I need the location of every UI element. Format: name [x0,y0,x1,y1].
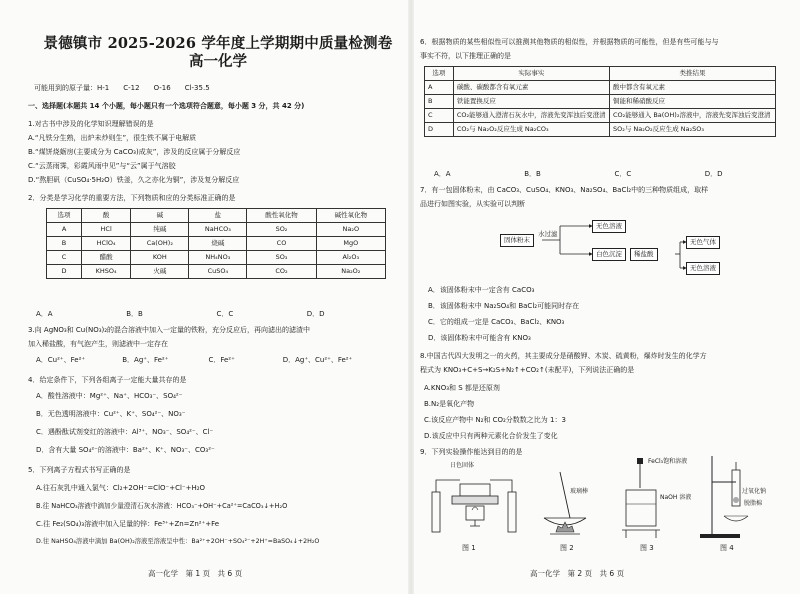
q2-stem: 2．分类是学习化学的重要方法，下列物质和应的分类标准正确的是 [28,194,236,202]
q6-header-cell: 选项 [425,67,454,81]
q1-option-b: B.“煤饼烧蛎房(主要成分为 CaCO₃)成灰”，涉及的反应属于分解反应 [28,148,241,156]
q2-header-cell: 酸 [82,209,131,223]
q5-option-a: A.往石灰乳中通入氯气：Cl₂+2OH⁻=ClO⁻+Cl⁻+H₂O [36,484,206,492]
table-cell: SO₃ [247,251,316,265]
table-cell: SO₂与 Na₂O₂反应生成 Na₂SO₃ [610,123,776,137]
table-cell: MgO [316,237,385,251]
table-row [425,95,776,109]
table-cell: A [425,81,454,95]
table-cell: 铁能置换反应 [453,95,609,109]
q4-stem: 4．给定条件下，下列各组离子一定能大量共存的是 [28,376,187,384]
flow-water-label: 水过滤 [538,230,558,238]
q6-options [434,170,722,179]
table-row [47,237,386,251]
q7-option-a: A．该固体粉末中一定含有 CaCO₃ [428,286,535,294]
table-row [47,251,386,265]
figure-2-caption: 图 2 [560,544,574,552]
figure-1-caption: 图 1 [462,544,476,552]
table-row [47,223,386,237]
q6-option: C．C [614,170,632,178]
q3-option: B．Ag⁺、Fe²⁺ [122,356,169,364]
q3-option: A．Cu²⁺、Fe²⁺ [36,356,86,364]
table-cell: C [425,109,454,123]
table-cell: CO₂能够通入澄清石灰水中，溶液先变浑浊后变澄清 [453,109,609,123]
figure-3-caption: 图 3 [640,544,654,552]
table-cell: 烧碱 [189,237,247,251]
q2-header-cell: 碱 [131,209,189,223]
table-row [425,123,776,137]
table-cell: A [47,223,82,237]
q2-table [46,208,386,279]
q2-header-cell: 碱性氧化物 [316,209,385,223]
flow-acid: 稀盐酸 [630,248,658,261]
table-cell: CO [247,237,316,251]
table-cell: D [425,123,454,137]
q2-header-cell: 酸性氧化物 [247,209,316,223]
q3-option: D．Ag⁺、Cu²⁺、Fe²⁺ [282,356,353,364]
q8-stem-2: 程式为 KNO₃+C+S→K₂S+N₂↑+CO₂↑(未配平)，下列说法正确的是 [420,366,635,374]
q6-table [424,66,776,137]
table-cell: B [47,237,82,251]
table-cell: CO₂与 Na₂O₂反应生成 Na₂CO₃ [453,123,609,137]
q3-options [36,356,352,365]
q7-option-d: D．该固体粉末中可能含有 KNO₃ [428,334,531,342]
q1-stem: 1.对古书中涉及的化学知识理解错误的是 [28,120,154,128]
table-cell: 纯碱 [131,223,189,237]
exam-title: 景德镇市 2025-2026 学年度上学期期中质量检测卷 [43,35,393,52]
q8-option-a: A.KNO₃和 S 都是还原剂 [424,384,500,392]
table-cell: Ca(OH)₂ [131,237,189,251]
q7-stem-2: 品进行如图实验，从实验可以判断 [420,200,525,208]
table-cell: Na₂O₂ [316,265,385,279]
q8-option-b: B.N₂是氧化产物 [424,400,475,408]
table-cell: HClO₄ [82,237,131,251]
table-row [425,109,776,123]
q8-option-d: D.该反应中只有两种元素化合价发生了变化 [424,432,558,440]
table-cell: NaHCO₃ [189,223,247,237]
figure-4-apparatus [698,452,778,542]
table-cell: 碳酸、碳酸都含有氧元素 [453,81,609,95]
figure-2-apparatus [530,462,600,542]
figure-4-label: 过氧化钠 [742,488,767,495]
q2-option: B．B [126,310,143,318]
q6-header-cell: 类推结果 [610,67,776,81]
flow-colorless-gas: 无色气体 [686,236,720,249]
q2-options [36,310,324,319]
q5-option-b: B.往 NaHCO₃溶液中滴加少量澄清石灰水溶液：HCO₃⁻+OH⁻+Ca²⁺=CaCO₃↓+H₂O [36,502,288,510]
figure-4-caption: 图 4 [720,544,734,552]
q4-option-b: B．无色透明溶液中：Cu²⁺、K⁺、SO₄²⁻、NO₃⁻ [36,410,186,418]
q8-stem: 8.中国古代四大发明之一的火药，其主要成分是硝酸钾、木炭、硫黄粉，爆炸时发生的化学方 [420,352,707,360]
q6-option: B．B [524,170,541,178]
q1-option-d: D.“熬胆矾（CuSO₄·5H₂O）铁釜，久之亦化为铜”，涉及复分解反应 [28,176,240,184]
figure-4-label-2: 脱脂棉 [744,500,763,507]
table-cell: B [425,95,454,109]
table-cell: NH₄NO₃ [189,251,247,265]
q3-option: C．Fe²⁺ [208,356,235,364]
section1-heading: 一、选择题(本题共 14 个小题，每小题只有一个选项符合题意，每小题 3 分，共 42 分) [28,102,305,110]
q7-stem: 7．有一包固体粉末，由 CaCO₃、CuSO₄、KNO₃、Na₂SO₄、BaCl₂中的三种物质组成，取样 [420,186,709,194]
flow-solid-powder: 固体粉末 [500,234,534,247]
q7-option-c: C．它的组成一定是 CaCO₃、BaCl₂、KNO₃ [428,318,565,326]
q2-table-header [47,209,386,223]
table-cell: 醋酸 [82,251,131,265]
page-fold [408,0,414,594]
q6-table-header [425,67,776,81]
figure-1-label: 日色固体 [450,462,475,469]
table-cell: 酸中都含有氧元素 [610,81,776,95]
q4-option-d: D．含有大量 SO₄²⁻的溶液中：Ba²⁺、K⁺、NO₃⁻、CO₃²⁻ [36,446,215,454]
q2-header-cell: 选项 [47,209,82,223]
table-cell: C [47,251,82,265]
atomic-masses: 可能用到的原子量：H-1 C-12 O-16 Cl-35.5 [34,84,210,92]
q2-option: D．D [306,310,325,318]
footer-left: 高一化学 第 1 页 共 6 页 [148,569,243,578]
table-cell: CO₂能够通入 Ba(OH)₂溶液中，溶液先变浑浊后变澄清 [610,109,776,123]
right-page [420,0,780,594]
figure-3-fecl3-label: FeCl₃饱和溶液 [648,458,688,465]
footer-right: 高一化学 第 2 页 共 6 页 [530,569,625,578]
q3-stem: 3.向 AgNO₃和 Cu(NO₃)₂的混合溶液中加入一定量的铁粉，充分反应后，再向滤出的滤渣中 [28,326,311,334]
table-cell: 铜能和稀硝酸反应 [610,95,776,109]
q6-stem-2: 事实不符，以下推理正确的是 [420,52,511,60]
table-row [47,265,386,279]
q5-option-d: D.往 NaHSO₄溶液中滴加 Ba(OH)₂溶液至溶液呈中性：Ba²⁺+2OH⁻+SO₄²⁻+2H⁺=BaSO₄↓+2H₂O [36,538,320,545]
q1-option-a: A.“凡铁分生熟，出炉未炒则生”，很生铁不属于电解质 [28,134,197,142]
flow-colorless-solution: 无色溶液 [592,220,626,233]
q2-header-cell: 盐 [189,209,247,223]
figure-3-naoh-label: NaOH 溶液 [660,494,692,501]
table-cell: Na₂O [316,223,385,237]
table-cell: CO₂ [247,265,316,279]
q2-option: A．A [36,310,53,318]
q8-option-c: C.该反应产物中 N₂和 CO₂分数数之比为 1：3 [424,416,566,424]
table-row [425,81,776,95]
q7-option-b: B．该固体粉末中 Na₂SO₄和 BaCl₂可能同时存在 [428,302,580,310]
flow-white-precipitate: 白色沉淀 [592,248,626,261]
q5-stem: 5．下列离子方程式书写正确的是 [28,466,131,474]
q1-option-c: C.“云蒸雨霁，彩霞风雨中见”与“云”属于气溶胶 [28,162,176,170]
table-cell: SO₂ [247,223,316,237]
table-cell: D [47,265,82,279]
q4-option-c: C．遇酚酞试剂变红的溶液中：Al³⁺、NO₃⁻、SO₄²⁻、Cl⁻ [36,428,214,436]
q6-header-cell: 实际事实 [453,67,609,81]
table-cell: Al₂O₃ [316,251,385,265]
table-cell: KOH [131,251,189,265]
exam-subtitle: 高一化学 [189,53,247,70]
table-cell: 火碱 [131,265,189,279]
flow-colorless-solution-2: 无色溶液 [686,262,720,275]
q6-stem: 6．根据物质的某些相似性可以推测其他物质的相似性，并根据物质的可能性，但是有些可能与与 [420,38,719,46]
figure-2-label: 玻璃棒 [570,488,589,495]
table-cell: HCl [82,223,131,237]
table-cell: CuSO₄ [189,265,247,279]
left-page [28,0,408,594]
q2-option: C．C [216,310,234,318]
q6-option: D．D [704,170,723,178]
q5-option-c: C.往 Fe₂(SO₄)₃溶液中加入足量的锌：Fe³⁺+Zn=Zn²⁺+Fe [36,520,220,528]
q4-option-a: A．酸性溶液中：Mg²⁺、Na⁺、HCO₃⁻、SO₄²⁻ [36,392,183,400]
q3-stem-2: 加入稀盐酸，有气泡产生，则滤液中一定存在 [28,340,168,348]
q6-option: A．A [434,170,451,178]
table-cell: KHSO₄ [82,265,131,279]
figure-1-apparatus [430,462,520,542]
q9-stem: 9．下列实验操作能达到目的的是 [420,448,523,456]
